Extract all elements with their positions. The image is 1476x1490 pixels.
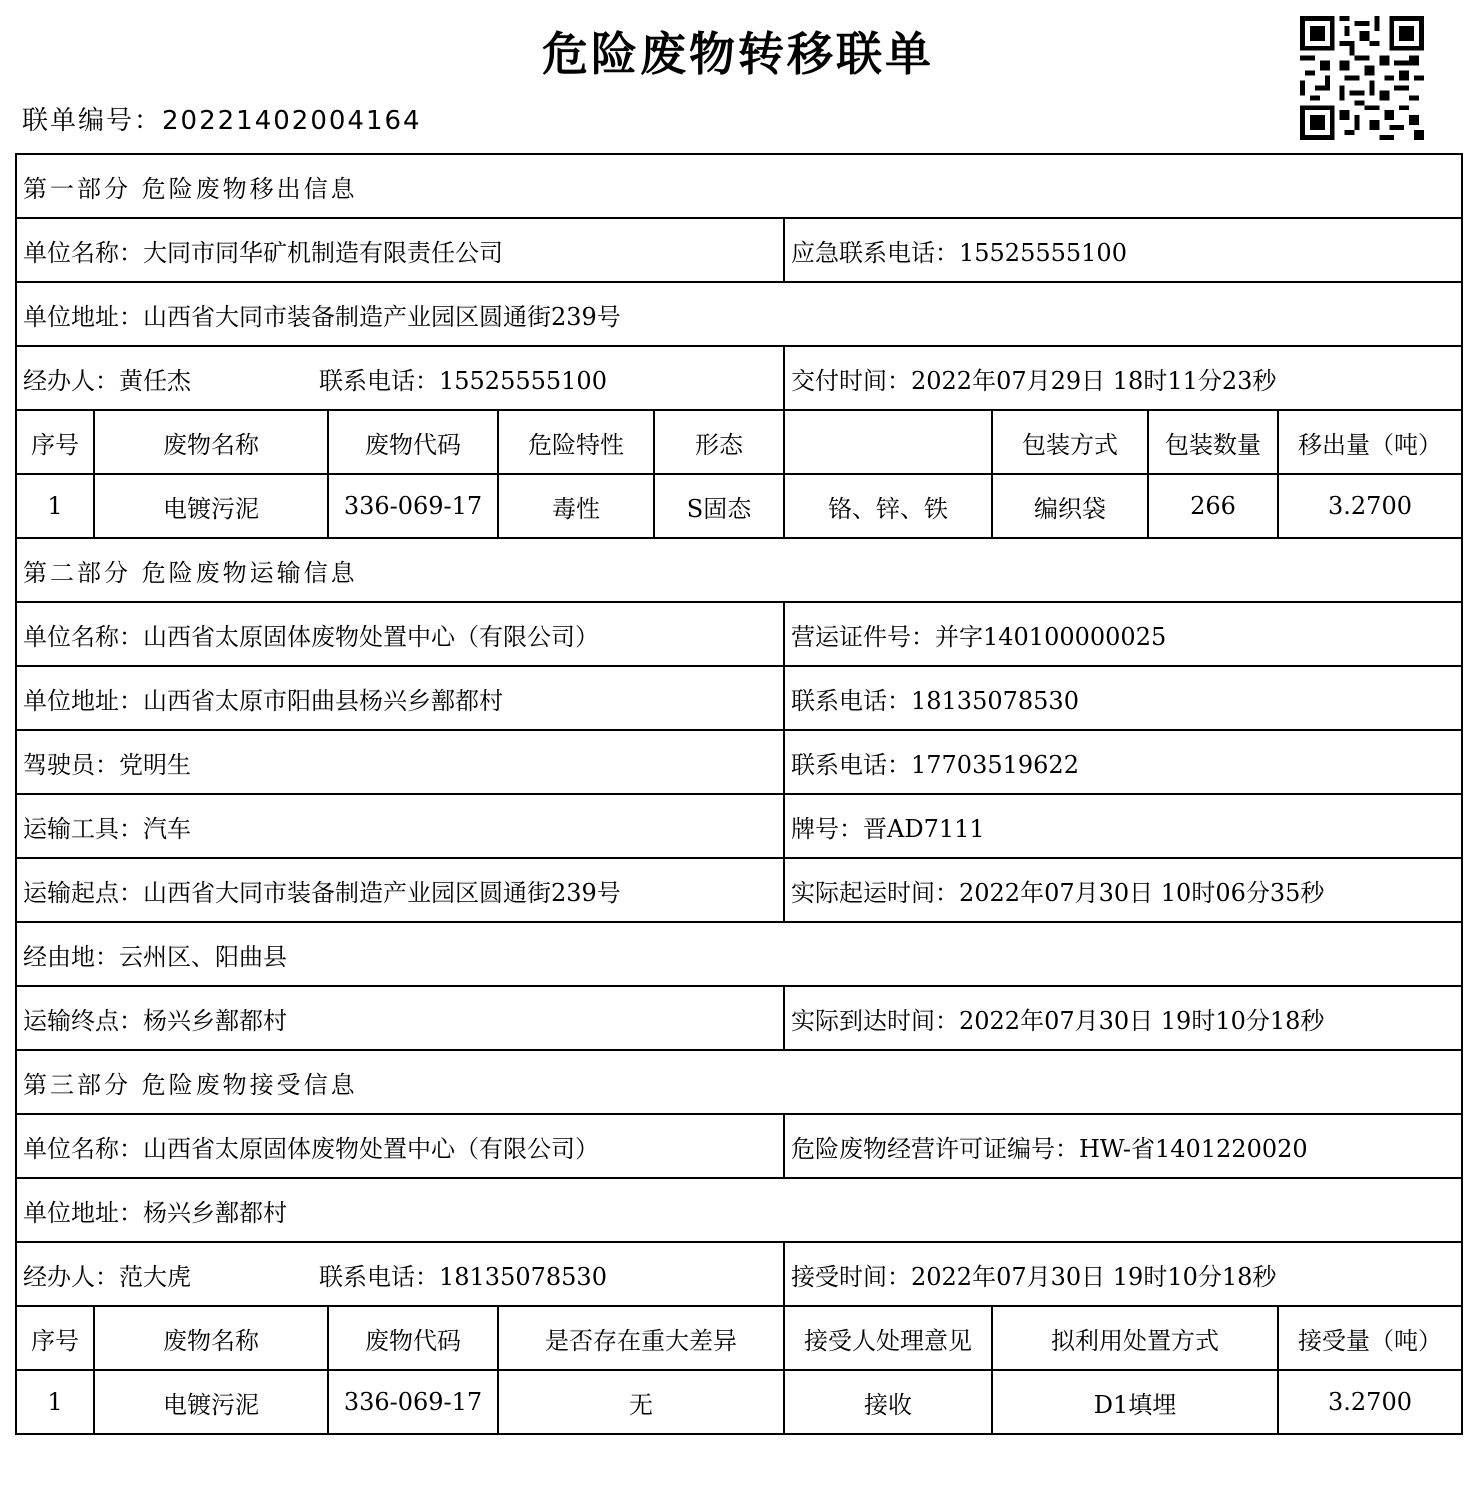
part1-handler-label: 经办人： <box>23 366 119 395</box>
part2-via-row <box>16 922 1462 986</box>
header-seq: 序号 <box>16 1306 94 1370</box>
header-pack-qty: 包装数量 <box>1148 410 1278 474</box>
header-received-amount: 接受量（吨） <box>1278 1306 1462 1370</box>
part3-unit-name <box>16 1114 784 1178</box>
header-packaging: 包装方式 <box>992 410 1148 474</box>
part3-address-value: 杨兴乡鄯都村 <box>143 1198 287 1227</box>
header-form: 形态 <box>654 410 784 474</box>
part1-emergency-phone <box>784 218 1462 282</box>
part2-vehicle-value: 汽车 <box>143 814 191 843</box>
part2-destination-value: 杨兴乡鄯都村 <box>143 1006 287 1035</box>
part3-section-title: 第三部分 危险废物接受信息 <box>16 1050 1462 1114</box>
row-waste-code: 336-069-17 <box>328 474 498 538</box>
row-seq: 1 <box>16 474 94 538</box>
part3-unit-name-value: 山西省太原固体废物处置中心（有限公司） <box>143 1134 599 1163</box>
part1-delivery-time-label: 交付时间： <box>791 366 911 395</box>
part3-handler <box>16 1242 784 1306</box>
part3-section-row <box>16 1050 1462 1114</box>
part2-driver-phone-label: 联系电话： <box>791 750 911 779</box>
part2-driver-row <box>16 730 1462 794</box>
part2-arrive-time-label: 实际到达时间： <box>791 1006 959 1035</box>
table-row <box>16 474 1462 538</box>
part3-handler-row <box>16 1242 1462 1306</box>
part1-delivery-time <box>784 346 1462 410</box>
row-seq: 1 <box>16 1370 94 1434</box>
part2-address-value: 山西省太原市阳曲县杨兴乡鄯都村 <box>143 686 503 715</box>
part1-delivery-time-value: 2022年07月29日 18时11分23秒 <box>911 366 1277 395</box>
part2-depart-time-value: 2022年07月30日 10时06分35秒 <box>959 878 1325 907</box>
part1-unit-name-label: 单位名称： <box>23 238 143 267</box>
row-form: S固态 <box>654 474 784 538</box>
part2-driver <box>16 730 784 794</box>
document-number-value: 20221402004164 <box>162 106 422 136</box>
document-number <box>22 100 422 137</box>
part2-driver-phone <box>784 730 1462 794</box>
part2-section-title: 第二部分 危险废物运输信息 <box>16 538 1462 602</box>
part1-address <box>16 282 1462 346</box>
header-disposal: 拟利用处置方式 <box>992 1306 1278 1370</box>
part2-vehicle <box>16 794 784 858</box>
header-waste-name: 废物名称 <box>94 410 328 474</box>
part1-unit-row <box>16 218 1462 282</box>
part2-phone-label: 联系电话： <box>791 686 911 715</box>
part2-plate <box>784 794 1462 858</box>
part2-license <box>784 602 1462 666</box>
part2-arrive-time <box>784 986 1462 1050</box>
part2-origin-row <box>16 858 1462 922</box>
part2-unit-name-label: 单位名称： <box>23 622 143 651</box>
row-waste-name: 电镀污泥 <box>94 474 328 538</box>
form-title: 危险废物转移联单 <box>542 27 934 81</box>
part3-handler-value: 范大虎 <box>119 1262 191 1291</box>
part3-receive-time <box>784 1242 1462 1306</box>
part3-address-label: 单位地址： <box>23 1198 143 1227</box>
part1-table-header <box>16 410 1462 474</box>
part2-unit-name <box>16 602 784 666</box>
part2-section-row <box>16 538 1462 602</box>
part2-vehicle-label: 运输工具： <box>23 814 143 843</box>
row-disposal: D1填埋 <box>992 1370 1278 1434</box>
row-hazard: 毒性 <box>498 474 654 538</box>
header-waste-code: 废物代码 <box>328 1306 498 1370</box>
part3-address <box>16 1178 1462 1242</box>
row-components: 铬、锌、铁 <box>784 474 992 538</box>
part2-driver-label: 驾驶员： <box>23 750 119 779</box>
part3-handler-label: 经办人： <box>23 1262 119 1291</box>
part3-table-header <box>16 1306 1462 1370</box>
header-waste-name: 废物名称 <box>94 1306 328 1370</box>
header-hazard: 危险特性 <box>498 410 654 474</box>
part1-handler-value: 黄任杰 <box>119 366 191 395</box>
part1-section-title: 第一部分 危险废物移出信息 <box>16 154 1462 218</box>
part3-phone-label: 联系电话： <box>319 1262 439 1291</box>
part2-phone <box>784 666 1462 730</box>
header-seq: 序号 <box>16 410 94 474</box>
part2-destination-label: 运输终点： <box>23 1006 143 1035</box>
part1-section-row <box>16 154 1462 218</box>
row-pack-qty: 266 <box>1148 474 1278 538</box>
part2-arrive-time-value: 2022年07月30日 19时10分18秒 <box>959 1006 1325 1035</box>
part1-unit-name <box>16 218 784 282</box>
manifest-table <box>15 153 1463 1435</box>
part2-address-row <box>16 666 1462 730</box>
part2-destination <box>16 986 784 1050</box>
part3-permit <box>784 1114 1462 1178</box>
part1-unit-name-value: 大同市同华矿机制造有限责任公司 <box>143 238 503 267</box>
part2-phone-value: 18135078530 <box>911 686 1079 715</box>
part2-via <box>16 922 1462 986</box>
part3-phone-value: 18135078530 <box>439 1262 607 1291</box>
row-waste-name: 电镀污泥 <box>94 1370 328 1434</box>
part1-emergency-phone-label: 应急联系电话： <box>791 238 959 267</box>
part1-phone-value: 15525555100 <box>439 366 607 395</box>
row-opinion: 接收 <box>784 1370 992 1434</box>
part2-unit-row <box>16 602 1462 666</box>
part1-address-value: 山西省大同市装备制造产业园区圆通街239号 <box>143 302 621 331</box>
part1-address-row <box>16 282 1462 346</box>
part2-origin <box>16 858 784 922</box>
part2-plate-value: 晋AD7111 <box>863 814 985 843</box>
part2-via-label: 经由地： <box>23 942 119 971</box>
row-waste-code: 336-069-17 <box>328 1370 498 1434</box>
part2-driver-phone-value: 17703519622 <box>911 750 1079 779</box>
part2-destination-row <box>16 986 1462 1050</box>
part2-depart-time-label: 实际起运时间： <box>791 878 959 907</box>
row-discrepancy: 无 <box>498 1370 784 1434</box>
part1-address-label: 单位地址： <box>23 302 143 331</box>
part2-license-value: 并字140100000025 <box>935 622 1167 651</box>
part1-handler <box>16 346 784 410</box>
part3-address-row <box>16 1178 1462 1242</box>
part3-unit-name-label: 单位名称： <box>23 1134 143 1163</box>
part2-address <box>16 666 784 730</box>
qr-code-icon <box>1300 16 1424 140</box>
header-blank <box>784 410 992 474</box>
part2-unit-name-value: 山西省太原固体废物处置中心（有限公司） <box>143 622 599 651</box>
row-amount: 3.2700 <box>1278 474 1462 538</box>
part1-phone-label: 联系电话： <box>319 366 439 395</box>
part2-origin-value: 山西省大同市装备制造产业园区圆通街239号 <box>143 878 621 907</box>
part2-driver-value: 党明生 <box>119 750 191 779</box>
row-packaging: 编织袋 <box>992 474 1148 538</box>
part2-vehicle-row <box>16 794 1462 858</box>
part3-receive-time-label: 接受时间： <box>791 1262 911 1291</box>
part2-depart-time <box>784 858 1462 922</box>
part2-via-value: 云州区、阳曲县 <box>119 942 287 971</box>
table-row <box>16 1370 1462 1434</box>
part2-plate-label: 牌号： <box>791 814 863 843</box>
header-amount: 移出量（吨） <box>1278 410 1462 474</box>
part1-handler-row <box>16 346 1462 410</box>
header-discrepancy: 是否存在重大差异 <box>498 1306 784 1370</box>
part3-permit-label: 危险废物经营许可证编号： <box>791 1134 1079 1163</box>
part2-address-label: 单位地址： <box>23 686 143 715</box>
row-received-amount: 3.2700 <box>1278 1370 1462 1434</box>
part2-origin-label: 运输起点： <box>23 878 143 907</box>
document-number-label: 联单编号： <box>22 106 163 136</box>
part3-permit-value: HW-省1401220020 <box>1079 1134 1308 1163</box>
part1-emergency-phone-value: 15525555100 <box>959 238 1127 267</box>
header-waste-code: 废物代码 <box>328 410 498 474</box>
header-opinion: 接受人处理意见 <box>784 1306 992 1370</box>
part3-receive-time-value: 2022年07月30日 19时10分18秒 <box>911 1262 1277 1291</box>
part3-unit-row <box>16 1114 1462 1178</box>
part2-license-label: 营运证件号： <box>791 622 935 651</box>
